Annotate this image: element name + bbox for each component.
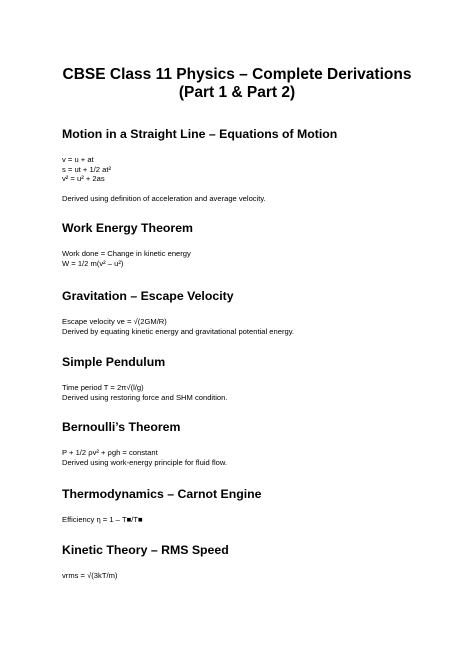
section-equations-of-motion [62,126,442,203]
section-rms-speed [62,542,442,581]
formula-line: P + 1/2 ρv² + ρgh = constant [62,448,158,457]
formula-line: Work done = Change in kinetic energy [62,249,191,258]
formula-line: Time period T = 2π√(l/g) [62,383,144,392]
formula-block [62,383,442,402]
formula-block [62,249,442,268]
document-subtitle: (Part 1 & Part 2) [178,84,296,101]
formula-block [62,515,442,525]
formula-line: Escape velocity ve = √(2GM/R) [62,317,167,326]
section-heading: Simple Pendulum [62,355,166,369]
formula-line: W = 1/2 m(v² – u²) [62,258,124,268]
formula-line: v² = u² + 2as [62,174,105,184]
section-heading: Bernoulli’s Theorem [62,420,181,434]
section-work-energy-theorem [62,220,442,268]
formula-block [62,317,442,336]
section-bernoulli-theorem [62,419,442,467]
document-title: CBSE Class 11 Physics – Complete Derivations [62,66,412,83]
formula-line: vrms = √(3kT/m) [62,571,118,580]
section-escape-velocity [62,288,442,336]
section-heading: Thermodynamics – Carnot Engine [62,487,262,501]
section-carnot-engine [62,486,442,525]
formula-block [62,448,442,467]
formula-line: Efficiency η = 1 – T■/T■ [62,515,143,524]
formula-line: Derived using work-energy principle for fluid flow. [62,457,228,467]
derivation-note: Derived using definition of acceleration and average velocity. [62,193,266,203]
section-heading: Kinetic Theory – RMS Speed [62,543,229,557]
formula-line: Derived by equating kinetic energy and gravitational potential energy. [62,326,295,336]
formula-line: Derived using restoring force and SHM condition. [62,392,228,402]
formula-block [62,155,442,184]
section-heading: Motion in a Straight Line – Equations of Motion [62,127,338,141]
section-heading: Gravitation – Escape Velocity [62,289,234,303]
formula-line: s = ut + 1/2 at² [62,164,111,174]
formula-block [62,571,442,581]
section-heading: Work Energy Theorem [62,221,193,235]
formula-line: v = u + at [62,155,94,164]
section-simple-pendulum [62,354,442,402]
